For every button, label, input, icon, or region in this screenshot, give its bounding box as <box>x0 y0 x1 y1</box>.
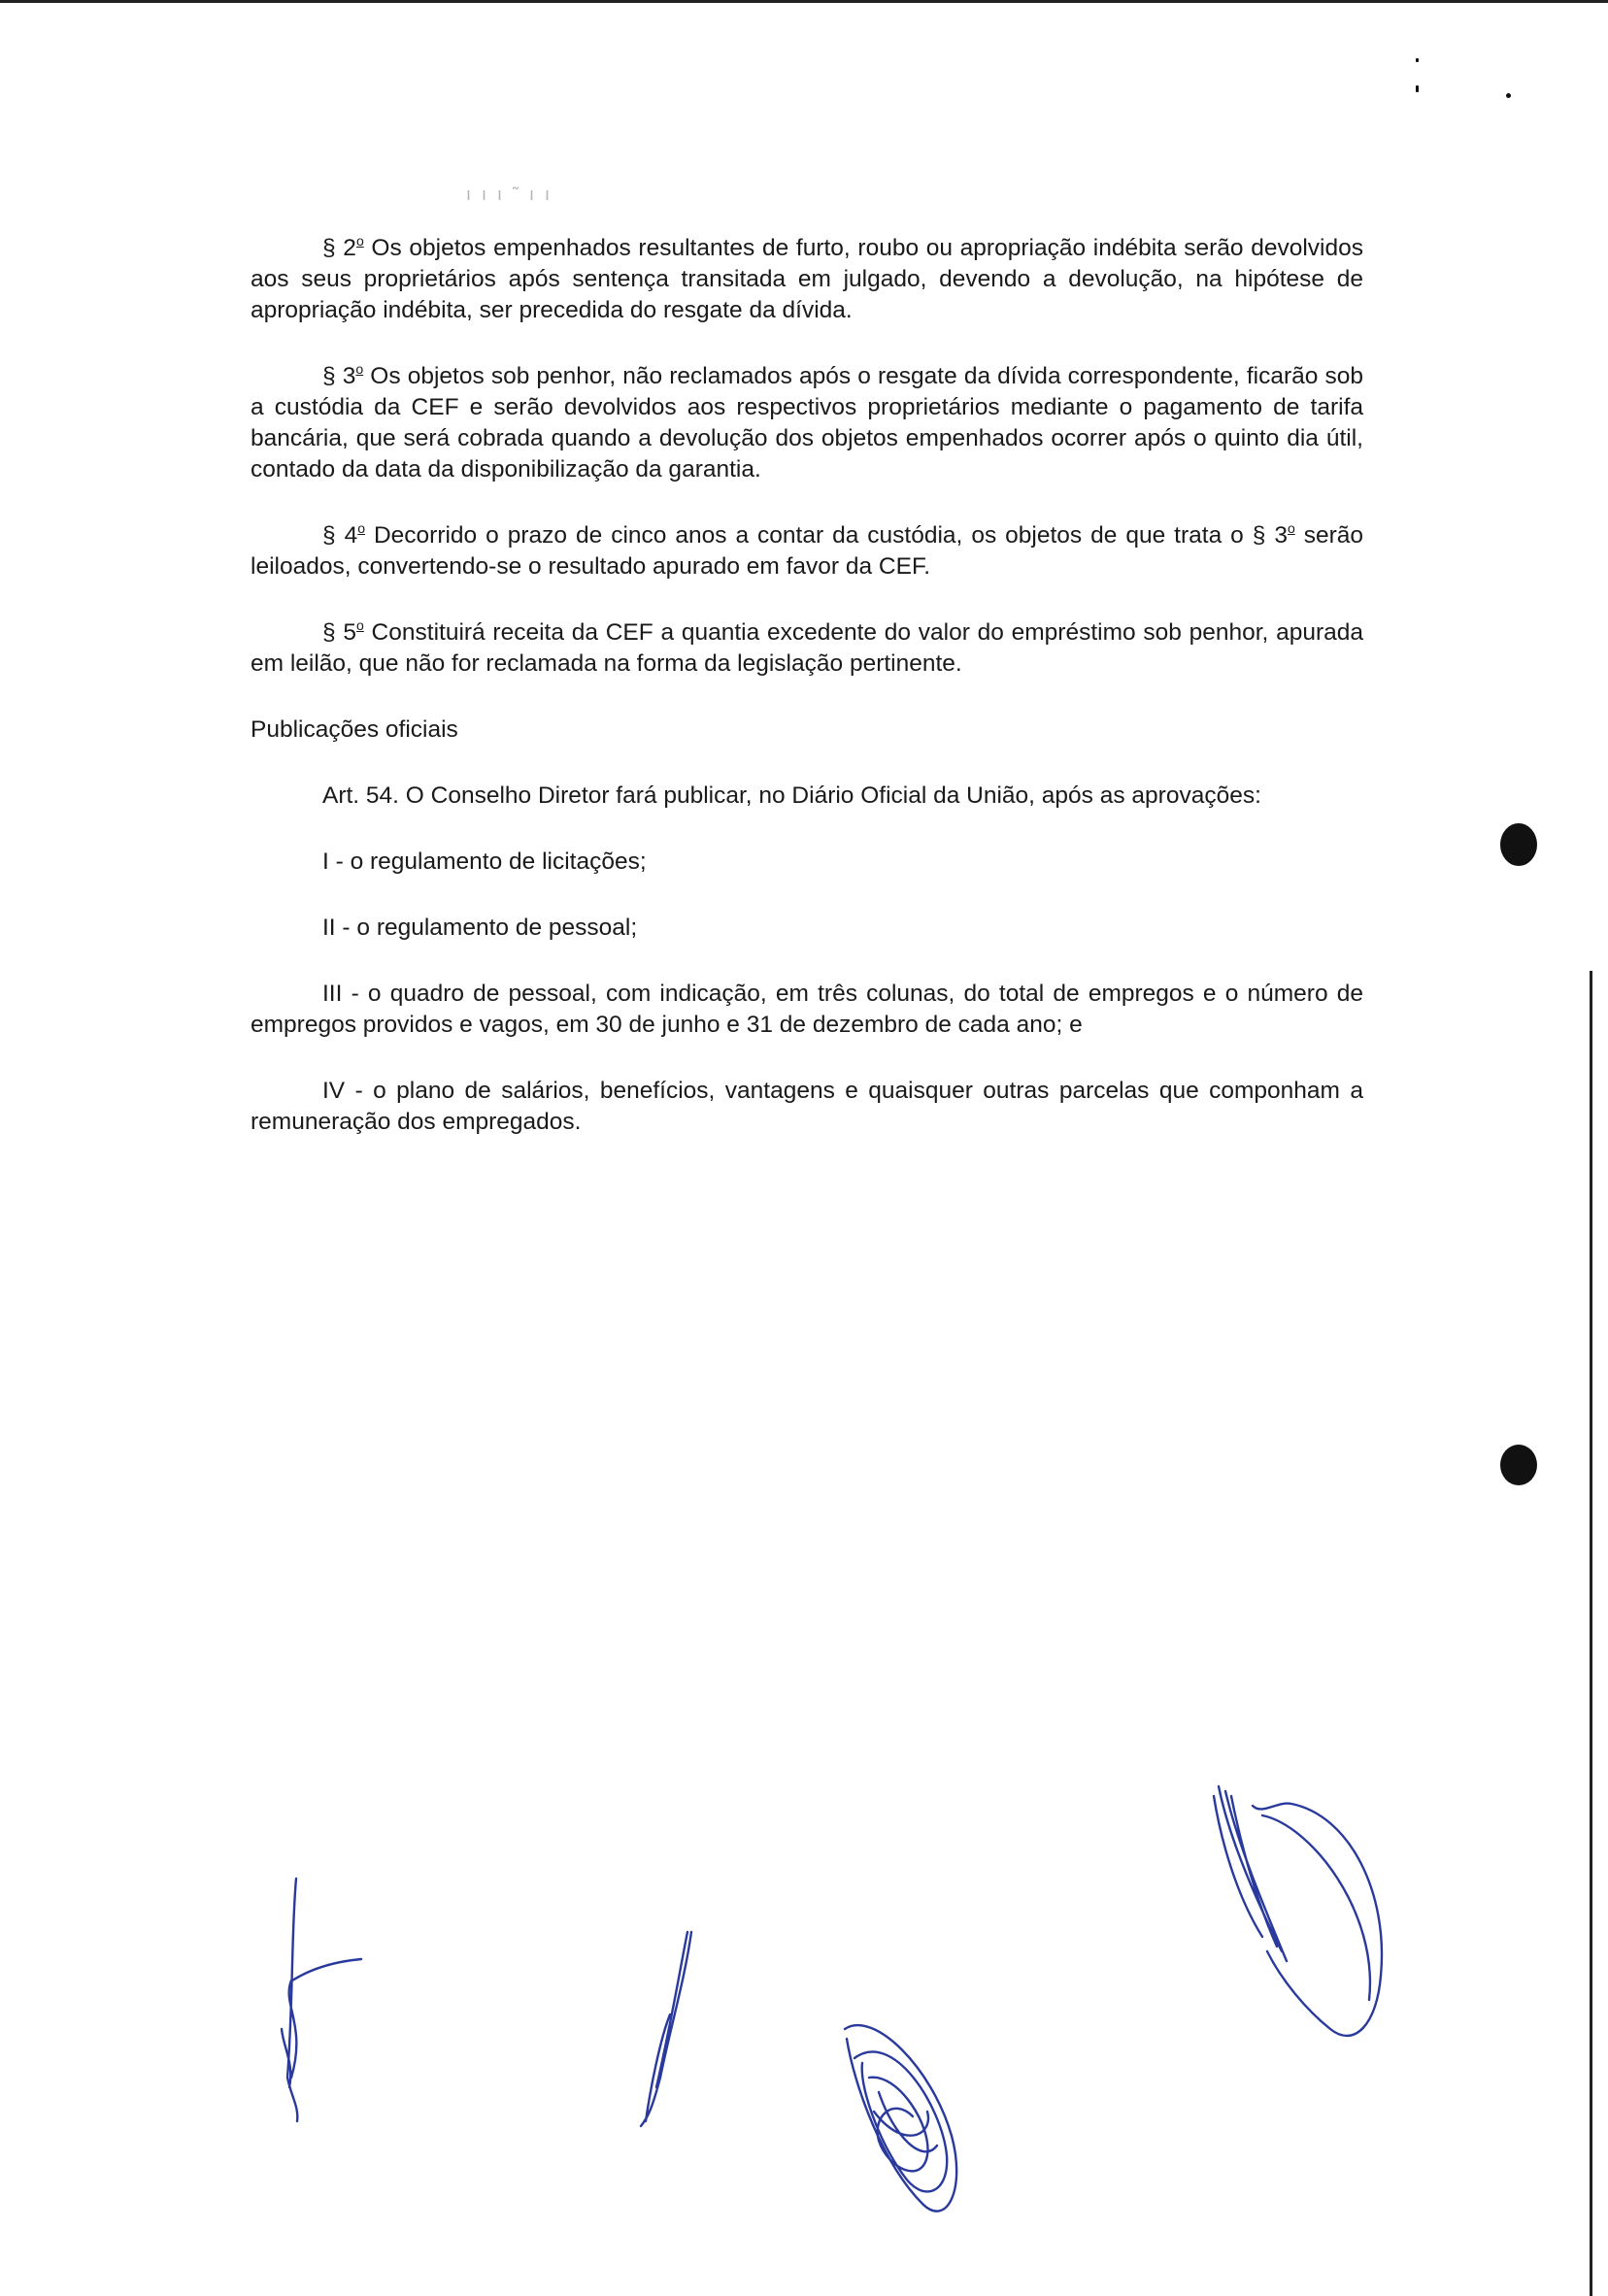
paragraph-2: § 2$^o$ Os objetos empenhados resultantes de furto, roubo ou apropriação indébita serão devolvidos aos seus proprietários após sentença transitada em julgado, devendo a devolução, na hipótese de apropriação indébita, ser precedida do resgate da dívida. <box>251 233 1363 323</box>
signature-1 <box>282 1879 361 2121</box>
list-item: II - o regulamento de pessoal; <box>322 915 638 941</box>
paragraph-5: § 5$^o$ Constituirá receita da CEF a quantia excedente do valor do empréstimo sob penhor, apurada em leilão, que não for reclamada na forma da legislação pertinente. <box>251 617 1364 677</box>
paragraph-4: § 4$^o$ Decorrido o prazo de cinco anos a contar da custódia, os objetos de que trata o § 3$^o$ serão leiloados, convertendo-se o resultado apurado em favor da CEF. <box>251 520 1364 580</box>
list-item: IV - o plano de salários, benefícios, vantagens e quaisquer outras parcelas que componham a remuneração dos empregados. <box>251 1078 1363 1135</box>
paragraph-3: § 3$^o$ Os objetos sob penhor, não reclamados após o resgate da dívida correspondente, ficarão sob a custódia da CEF e serão devolvidos aos respectivos proprietários mediante o pagamento de tarifa bancária, que será cobrada quando a devolução dos objetos empenhados ocorrer após o quinto dia útil, contado da data da disponibilização da garantia. <box>251 361 1363 482</box>
section-heading: Publicações oficiais <box>251 716 458 743</box>
signature-2 <box>641 1932 691 2126</box>
signature-3 <box>845 2025 956 2212</box>
list-item: I - o regulamento de licitações; <box>322 849 647 875</box>
signature-4 <box>1214 1786 1382 2036</box>
list-item: III - o quadro de pessoal, com indicação, em três colunas, do total de empregos e o número de empregos providos e vagos, em 30 de junho e 31 de dezembro de cada ano; e <box>251 981 1363 1038</box>
article-54: Art. 54. O Conselho Diretor fará publicar, no Diário Oficial da União, após as aprovações: <box>322 782 1261 809</box>
faded-bleed-through-mark: ı ı ı ˜ ı ı <box>466 184 553 204</box>
